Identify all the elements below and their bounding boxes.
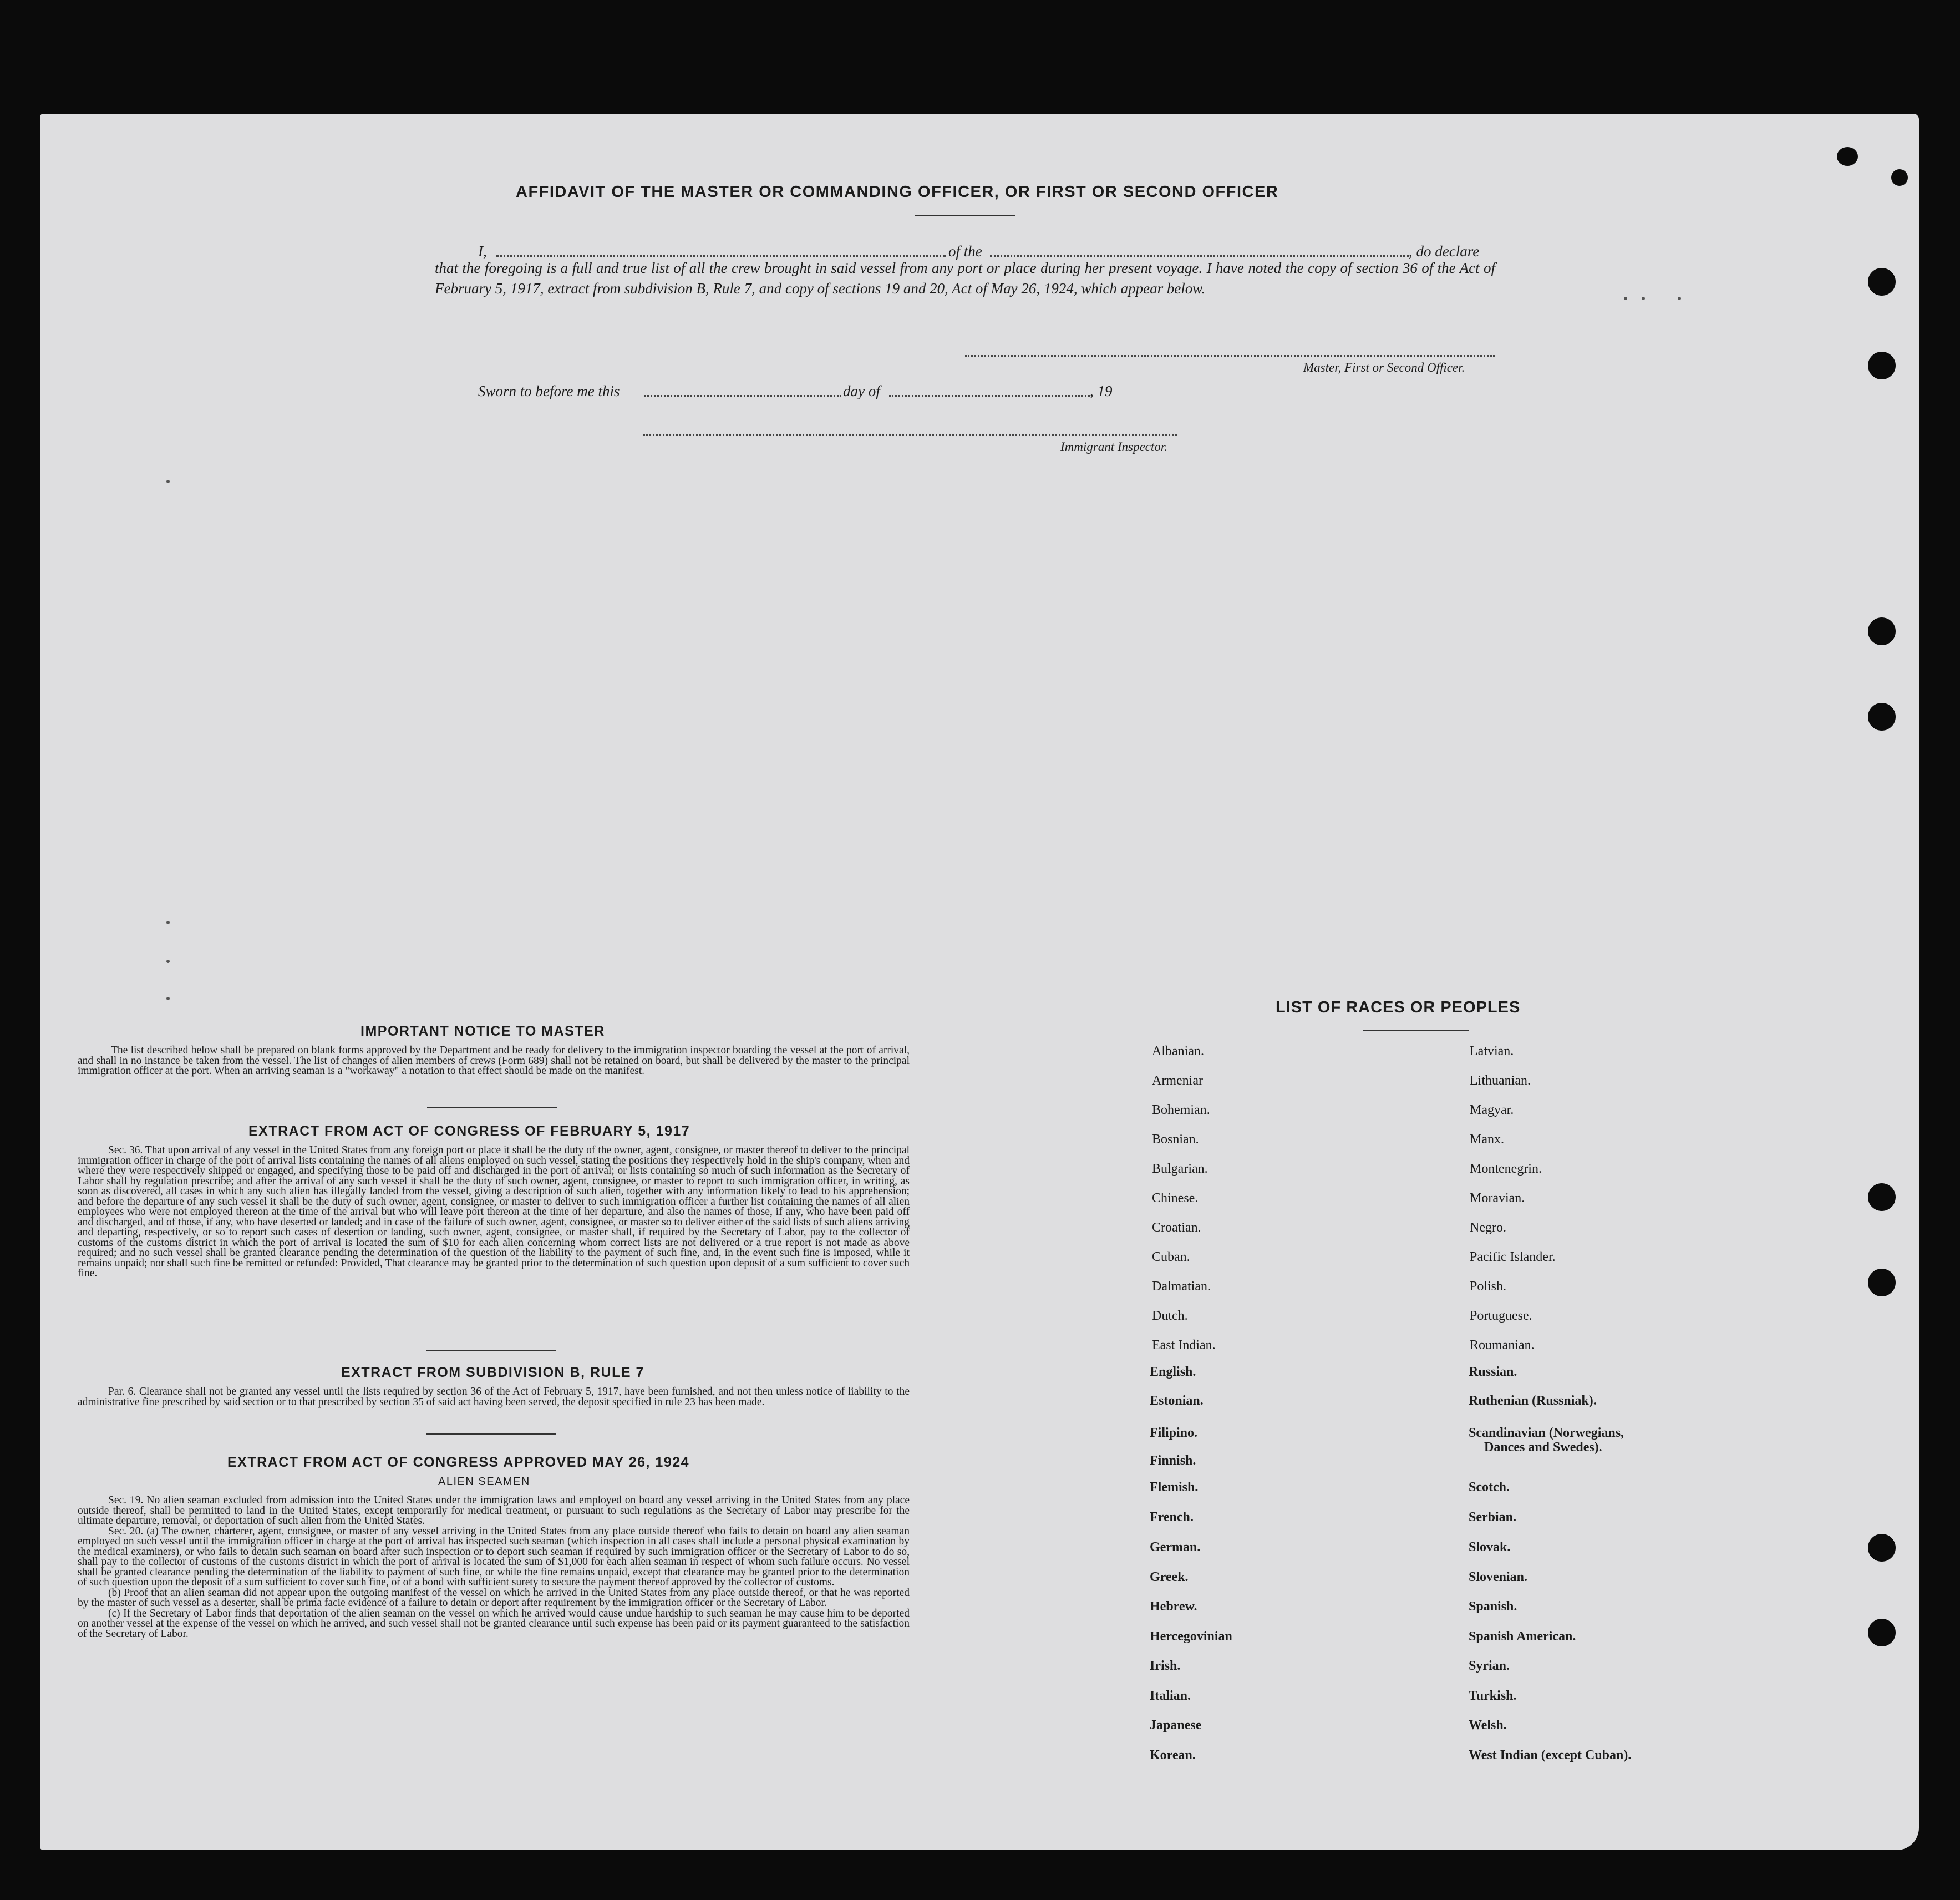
vessel-blank[interactable]	[990, 255, 1409, 257]
race-item: Dutch.	[1152, 1309, 1188, 1323]
inspector-signature-line[interactable]	[643, 434, 1177, 436]
act1917-sec36: Sec. 36. That upon arrival of any vessel in the United States from any foreign port or place it shall be the duty of the owner, agent, consignee, or master thereof to deliver to the principal immigration officer in charge of the port of arrival lists containing the names of all aliens employed on such vessel, stating the positions they respectively hold in the ship's company, when and where they were respectively shipped or engaged, and specifying those to be paid off and discharged in the port of arrival; or lists containing so much of such information as the Secretary of Labor shall by regulation prescribe; and after the arrival of any such vessel it shall be the duty of such owner, agent, consignee, or master to report to such immigration officer, in writing, as soon as discovered, all cases in which any such alien has illegally landed from the vessel, giving a description of such alien, together with any information likely to lead to his apprehension; and before the departure of any such vessel it shall be the duty of such owner, agent, consignee, or master to deliver to such immigration officer a further list containing the names of all alien employees who were not employed thereon at the time of the arrival but who will leave port thereon at the time of her departure, and also the names of those, if any, who have been paid off and discharged, and of those, if any, who have deserted or landed; and in case of the failure of such owner, agent, consignee, or master so to deliver either of the said lists of such aliens arriving and departing, respectively, or so to report such cases of desertion or landing, such owner, agent, consignee, or master shall, if required by the Secretary of Labor, pay to the collector of customs of the customs district in which the port of arrival is located the sum of $10 for each alien concerning whom correct lists are not delivered or a true report is not made as above required; and no such vessel shall be granted clearance pending the determination of the question of the liability to the payment of such fine, and, in the event such fine is imposed, while it remains unpaid; nor shall such fine be remitted or refunded: Provided, That clearance may be granted prior to the determination of such question upon deposit of a sum sufficient to cover such fine.	[78, 1144, 910, 1279]
binder-hole	[1868, 1619, 1896, 1646]
title-rule	[915, 215, 1015, 216]
subdivb-text	[78, 1387, 910, 1407]
race-item: Scotch.	[1469, 1480, 1510, 1494]
race-item: Bulgarian.	[1152, 1162, 1208, 1176]
race-item: Welsh.	[1469, 1718, 1507, 1732]
binder-hole	[1868, 268, 1896, 296]
binder-hole	[1868, 617, 1896, 645]
race-item: Japanese	[1150, 1718, 1202, 1732]
race-item: Manx.	[1470, 1132, 1504, 1147]
notice-text	[78, 1046, 910, 1077]
affidavit-line1-start: I,	[478, 243, 487, 260]
act1924-sec20b: (b) Proof that an alien seaman did not appear upon the outgoing manifest of the vessel on which he arrived in the United States from any place outside thereof, or that he was reported by the master of such vessel as a deserter, shall be prima facie evidence of a failure to detain or deport after requirement by the immigration officer or the Secretary of Labor.	[78, 1587, 910, 1609]
race-item: Greek.	[1150, 1570, 1189, 1584]
race-item: East Indian.	[1152, 1338, 1216, 1352]
notice-paragraph: The list described below shall be prepared on blank forms approved by the Department and be ready for delivery to the immigration inspector boarding the vessel at the port of arrival, and shall in no instance be taken from the vessel. The list of changes of alien members of crews (Form 689) shall not be retained on board, but shall be delivered by the master to the principal immigration officer at the port. When an arriving seaman is a "workaway" a notation to that effect should be made on the manifest.	[78, 1045, 910, 1077]
race-item: Korean.	[1150, 1748, 1196, 1762]
race-item: Negro.	[1470, 1220, 1506, 1235]
subdivb-par6: Par. 6. Clearance shall not be granted any vessel until the lists required by section 36 of the Act of February 5, 1917, have been furnished, and not then unless notice of liability to the administrative fine prescribed by said section or to that prescribed by section 35 of said act having been served, the deposit specified in rule 23 has been made.	[78, 1386, 910, 1408]
race-item: Hebrew.	[1150, 1599, 1197, 1614]
race-item: Chinese.	[1152, 1191, 1199, 1205]
act1924-sec20c: (c) If the Secretary of Labor finds that deportation of the alien seaman on the vessel on which he arrived would cause undue hardship to such seaman he may cause him to be deported on another vessel at the expense of the vessel on which he arrived, and such vessel shall not be granted clearance until such expense has been paid or its payment guaranteed to the satisfaction of the Secretary of Labor.	[78, 1607, 910, 1640]
sworn-mid: day of	[843, 383, 880, 399]
subdivb-title: EXTRACT FROM SUBDIVISION B, RULE 7	[341, 1365, 644, 1380]
stray-mark	[1624, 297, 1627, 300]
binder-hole	[1868, 703, 1896, 731]
race-item: Roumanian.	[1470, 1338, 1535, 1352]
binder-hole	[1868, 1269, 1896, 1296]
race-item: Spanish.	[1469, 1599, 1517, 1614]
race-item: Portuguese.	[1470, 1309, 1532, 1323]
race-item: Dances and Swedes).	[1484, 1440, 1602, 1455]
sworn-day-blank[interactable]	[644, 395, 841, 397]
race-item: Ruthenian (Russniak).	[1469, 1394, 1597, 1408]
notice-title: IMPORTANT NOTICE TO MASTER	[360, 1024, 605, 1039]
race-item: Slovenian.	[1469, 1570, 1528, 1584]
section-rule	[426, 1350, 556, 1351]
torn-mark	[1837, 147, 1858, 166]
stray-mark	[1678, 297, 1681, 300]
race-item: English.	[1150, 1365, 1196, 1379]
race-item: Hercegovinian	[1150, 1629, 1232, 1644]
race-item: Irish.	[1150, 1659, 1181, 1673]
race-item: Montenegrin.	[1470, 1162, 1542, 1176]
race-item: Magyar.	[1470, 1103, 1514, 1117]
stray-mark	[1642, 297, 1645, 300]
race-item: Bosnian.	[1152, 1132, 1199, 1147]
stray-mark	[166, 960, 170, 963]
affidavit-paragraph: that the foregoing is a full and true list of all the crew brought in said vessel from any port or place during her present voyage. I have noted the copy of section 36 of the Act of February 5, 1917, extract from subdivision B, Rule 7, and copy of sections 19 and 20, Act of May 26, 1924, which appear below.	[435, 260, 1495, 297]
race-item: Bohemian.	[1152, 1103, 1210, 1117]
race-item: Filipino.	[1150, 1426, 1198, 1440]
binder-hole	[1868, 352, 1896, 379]
section-rule	[426, 1433, 556, 1435]
act1924-title: EXTRACT FROM ACT OF CONGRESS APPROVED MAY 26, 1924	[227, 1455, 690, 1470]
race-item: Cuban.	[1152, 1250, 1190, 1264]
sworn-start: Sworn to before me this	[478, 383, 620, 399]
signature-label: Master, First or Second Officer.	[1303, 361, 1465, 374]
race-item: Polish.	[1470, 1279, 1507, 1294]
stray-mark	[166, 997, 170, 1000]
race-item: Italian.	[1150, 1689, 1191, 1703]
race-item: Latvian.	[1470, 1044, 1514, 1058]
race-item: Lithuanian.	[1470, 1073, 1531, 1088]
race-item: Croatian.	[1152, 1220, 1201, 1235]
act1924-text	[78, 1496, 910, 1639]
affidavit-line1-end: , do declare	[1409, 243, 1480, 260]
binder-hole	[1868, 1534, 1896, 1562]
race-item: Serbian.	[1469, 1510, 1517, 1524]
stray-mark	[166, 921, 170, 924]
sworn-end: , 19	[1090, 383, 1113, 399]
act1924-sec20a: Sec. 20. (a) The owner, charterer, agent, consignee, or master of any vessel arriving in the United States from any place outside thereof who fails to detain on board any alien seaman employed on such vessel until the immigration officer in charge at the port of arrival has inspected such seaman (which inspection in all cases shall include a personal physical examination by the medical examiners), or who fails to detain such seaman on board after such inspection or to deport such seaman if required by such immigration officer or the Secretary of Labor to do so, shall pay to the collector of customs of the customs district in which the port of arrival is located the sum of $1,000 for each alien seaman in respect of whom such failure occurs. No vessel shall be granted clearance pending the determination of the liability to payment of such fine, or while the fine remains unpaid, except that clearance may be granted prior to the determination of such question upon the deposit of a sum sufficient to cover such fine, or of a bond with sufficient surety to secure the payment thereof approved by the collector of customs.	[78, 1525, 910, 1588]
race-item: German.	[1150, 1540, 1201, 1554]
affidavit-title: AFFIDAVIT OF THE MASTER OR COMMANDING OFFICER, OR FIRST OR SECOND OFFICER	[516, 183, 1279, 201]
race-item: Russian.	[1469, 1365, 1517, 1379]
races-title: LIST OF RACES OR PEOPLES	[1276, 999, 1521, 1016]
races-title-rule	[1363, 1030, 1469, 1031]
name-blank[interactable]	[496, 255, 946, 257]
torn-mark	[1891, 169, 1908, 186]
affidavit-line1-mid: of the	[948, 243, 982, 260]
inspector-label: Immigrant Inspector.	[1060, 440, 1167, 454]
signature-line[interactable]	[965, 355, 1495, 357]
sworn-month-blank[interactable]	[889, 395, 1090, 397]
race-item: Finnish.	[1150, 1453, 1196, 1468]
race-item: West Indian (except Cuban).	[1469, 1748, 1632, 1762]
act1924-sec19: Sec. 19. No alien seaman excluded from admission into the United States under the immigration laws and employed on board any vessel arriving in the United States from any place outside thereof, shall be permitted to land in the United States, except temporarily for medical treatment, or pursuant to such regulations as the Secretary of Labor may prescribe for the ultimate departure, removal, or deportation of such alien from the United States.	[78, 1494, 910, 1527]
race-item: Slovak.	[1469, 1540, 1511, 1554]
race-item: Syrian.	[1469, 1659, 1510, 1673]
race-item: Dalmatian.	[1152, 1279, 1211, 1294]
binder-hole	[1868, 1183, 1896, 1211]
race-item: Flemish.	[1150, 1480, 1199, 1494]
race-item: Armeniar	[1152, 1073, 1203, 1088]
race-item: Albanian.	[1152, 1044, 1204, 1058]
race-item: Pacific Islander.	[1470, 1250, 1556, 1264]
stray-mark	[166, 480, 170, 483]
race-item: Scandinavian (Norwegians,	[1469, 1426, 1624, 1440]
race-item: Moravian.	[1470, 1191, 1525, 1205]
race-item: Turkish.	[1469, 1689, 1517, 1703]
race-item: French.	[1150, 1510, 1194, 1524]
act1924-subtitle: ALIEN SEAMEN	[438, 1476, 530, 1488]
act1917-title: EXTRACT FROM ACT OF CONGRESS OF FEBRUARY 5, 1917	[248, 1123, 690, 1139]
race-item: Estonian.	[1150, 1394, 1204, 1408]
section-rule	[427, 1107, 557, 1108]
act1917-text	[78, 1146, 910, 1279]
race-item: Spanish American.	[1469, 1629, 1576, 1644]
